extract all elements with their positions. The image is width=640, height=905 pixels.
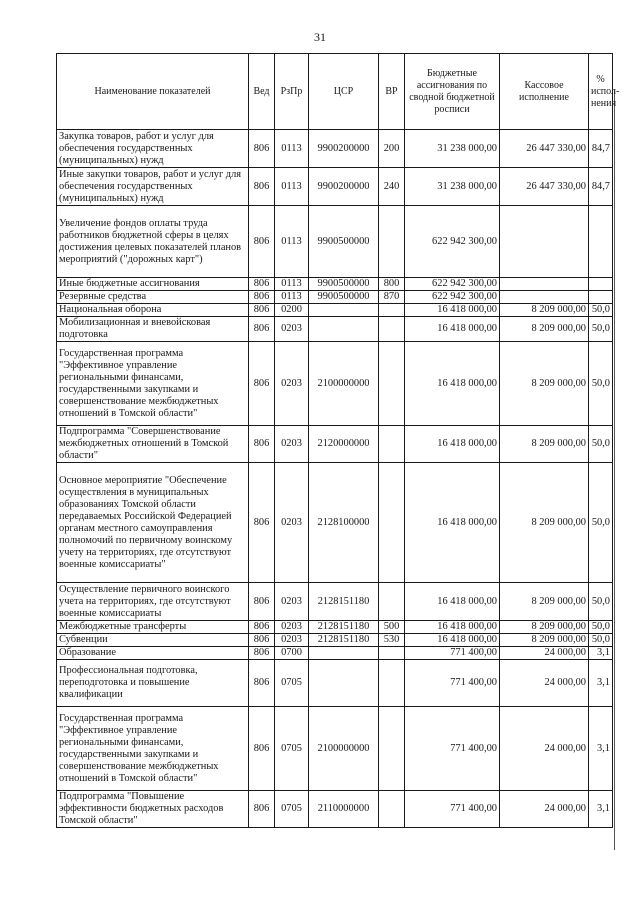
cell-budget: 16 418 000,00	[405, 342, 500, 426]
cell-vr	[379, 583, 405, 621]
cell-csr	[309, 660, 379, 707]
cell-cash: 24 000,00	[500, 791, 589, 828]
cell-name: Субвенции	[57, 634, 249, 647]
cell-budget: 31 238 000,00	[405, 168, 500, 206]
cell-pct: 50,0	[589, 583, 613, 621]
scan-edge-line	[614, 90, 615, 850]
cell-pct: 50,0	[589, 304, 613, 317]
table-row	[57, 317, 613, 342]
header-name: Наименование показателей	[57, 54, 249, 130]
cell-budget: 16 418 000,00	[405, 317, 500, 342]
cell-pct: 3,1	[589, 791, 613, 828]
table-row	[57, 707, 613, 791]
cell-cash: 8 209 000,00	[500, 463, 589, 583]
cell-vr: 200	[379, 130, 405, 168]
cell-vr	[379, 707, 405, 791]
cell-pct: 50,0	[589, 463, 613, 583]
cell-rzpr: 0700	[275, 647, 309, 660]
header-budget: Бюджетные ассигнования по сводной бюджетной росписи	[405, 54, 500, 130]
header-csr: ЦСР	[309, 54, 379, 130]
cell-csr: 9900200000	[309, 130, 379, 168]
table-row	[57, 583, 613, 621]
cell-csr	[309, 304, 379, 317]
cell-name: Национальная оборона	[57, 304, 249, 317]
cell-pct: 50,0	[589, 634, 613, 647]
page-number: 31	[314, 30, 326, 44]
cell-csr: 2128151180	[309, 583, 379, 621]
cell-csr: 9900500000	[309, 206, 379, 278]
cell-ved: 806	[249, 342, 275, 426]
cell-rzpr: 0113	[275, 130, 309, 168]
cell-csr: 2128151180	[309, 621, 379, 634]
cell-cash: 8 209 000,00	[500, 621, 589, 634]
cell-ved: 806	[249, 634, 275, 647]
cell-name: Межбюджетные трансферты	[57, 621, 249, 634]
cell-vr: 240	[379, 168, 405, 206]
header-rzpr: РзПр	[275, 54, 309, 130]
cell-budget: 16 418 000,00	[405, 304, 500, 317]
cell-pct	[589, 206, 613, 278]
cell-cash	[500, 291, 589, 304]
cell-cash: 8 209 000,00	[500, 634, 589, 647]
table-row	[57, 634, 613, 647]
cell-ved: 806	[249, 791, 275, 828]
table-row	[57, 291, 613, 304]
cell-ved: 806	[249, 206, 275, 278]
cell-pct: 50,0	[589, 426, 613, 463]
cell-csr: 2128151180	[309, 634, 379, 647]
cell-cash: 26 447 330,00	[500, 130, 589, 168]
cell-csr: 9900200000	[309, 168, 379, 206]
cell-name: Подпрограмма "Совершенствование межбюджетных отношений в Томской области"	[57, 426, 249, 463]
cell-name: Образование	[57, 647, 249, 660]
cell-rzpr: 0113	[275, 291, 309, 304]
cell-name: Профессиональная подготовка, переподготовка и повышение квалификации	[57, 660, 249, 707]
table-row	[57, 647, 613, 660]
cell-ved: 806	[249, 304, 275, 317]
cell-name: Увеличение фондов оплаты труда работников бюджетной сферы в целях достижения целевых показателей планов мероприятий ("дорожных карт")	[57, 206, 249, 278]
cell-budget: 31 238 000,00	[405, 130, 500, 168]
table-row	[57, 463, 613, 583]
table-row	[57, 130, 613, 168]
cell-budget: 16 418 000,00	[405, 583, 500, 621]
cell-ved: 806	[249, 317, 275, 342]
cell-rzpr: 0203	[275, 634, 309, 647]
cell-vr	[379, 426, 405, 463]
cell-ved: 806	[249, 583, 275, 621]
cell-csr: 2100000000	[309, 342, 379, 426]
cell-cash: 24 000,00	[500, 647, 589, 660]
cell-vr: 870	[379, 291, 405, 304]
cell-ved: 806	[249, 168, 275, 206]
table-row	[57, 206, 613, 278]
header-cash: Кассовое исполнение	[500, 54, 589, 130]
cell-rzpr: 0200	[275, 304, 309, 317]
cell-cash	[500, 278, 589, 291]
cell-rzpr: 0113	[275, 206, 309, 278]
cell-pct: 3,1	[589, 660, 613, 707]
table-row	[57, 791, 613, 828]
cell-vr: 500	[379, 621, 405, 634]
table-row	[57, 342, 613, 426]
budget-execution-table	[56, 53, 620, 828]
cell-vr: 800	[379, 278, 405, 291]
cell-cash: 24 000,00	[500, 707, 589, 791]
cell-name: Закупка товаров, работ и услуг для обеспечения государственных (муниципальных) нужд	[57, 130, 249, 168]
cell-rzpr: 0705	[275, 707, 309, 791]
cell-ved: 806	[249, 291, 275, 304]
cell-budget: 16 418 000,00	[405, 621, 500, 634]
header-pct: % испол- нения	[589, 54, 613, 130]
cell-vr: 530	[379, 634, 405, 647]
cell-csr: 2110000000	[309, 791, 379, 828]
cell-csr	[309, 647, 379, 660]
table-body	[57, 130, 613, 828]
cell-budget: 771 400,00	[405, 647, 500, 660]
table-row	[57, 621, 613, 634]
cell-rzpr: 0113	[275, 278, 309, 291]
cell-vr	[379, 342, 405, 426]
cell-pct: 50,0	[589, 317, 613, 342]
cell-csr: 2120000000	[309, 426, 379, 463]
header-ved: Вед	[249, 54, 275, 130]
table-row	[57, 304, 613, 317]
cell-ved: 806	[249, 426, 275, 463]
table-row	[57, 278, 613, 291]
cell-budget: 16 418 000,00	[405, 463, 500, 583]
cell-ved: 806	[249, 707, 275, 791]
cell-pct	[589, 278, 613, 291]
cell-csr: 2128100000	[309, 463, 379, 583]
cell-vr	[379, 304, 405, 317]
cell-csr	[309, 317, 379, 342]
cell-vr	[379, 660, 405, 707]
cell-pct: 50,0	[589, 621, 613, 634]
cell-pct	[589, 291, 613, 304]
cell-ved: 806	[249, 660, 275, 707]
cell-pct: 84,7	[589, 168, 613, 206]
cell-budget: 16 418 000,00	[405, 426, 500, 463]
cell-name: Основное мероприятие "Обеспечение осуществления в муниципальных образованиях Томской области передаваемых Российской Федерацией органам местного самоуправления полномочий по первичному воинскому учету на территориях, где отсутствуют военные комиссариаты"	[57, 463, 249, 583]
cell-vr	[379, 791, 405, 828]
cell-cash: 26 447 330,00	[500, 168, 589, 206]
cell-vr	[379, 206, 405, 278]
cell-csr: 2100000000	[309, 707, 379, 791]
cell-pct: 84,7	[589, 130, 613, 168]
cell-cash: 8 209 000,00	[500, 342, 589, 426]
cell-ved: 806	[249, 463, 275, 583]
cell-budget: 771 400,00	[405, 707, 500, 791]
cell-name: Иные закупки товаров, работ и услуг для обеспечения государственных (муниципальных) нужд	[57, 168, 249, 206]
cell-rzpr: 0113	[275, 168, 309, 206]
cell-rzpr: 0203	[275, 621, 309, 634]
cell-budget: 622 942 300,00	[405, 278, 500, 291]
cell-name: Осуществление первичного воинского учета на территориях, где отсутствуют военные комиссариаты	[57, 583, 249, 621]
cell-ved: 806	[249, 278, 275, 291]
cell-pct: 3,1	[589, 707, 613, 791]
cell-pct: 50,0	[589, 342, 613, 426]
cell-name: Резервные средства	[57, 291, 249, 304]
cell-cash: 8 209 000,00	[500, 304, 589, 317]
cell-rzpr: 0203	[275, 583, 309, 621]
cell-rzpr: 0705	[275, 791, 309, 828]
table-row	[57, 660, 613, 707]
table-row	[57, 426, 613, 463]
cell-name: Иные бюджетные ассигнования	[57, 278, 249, 291]
cell-pct: 3,1	[589, 647, 613, 660]
cell-vr	[379, 317, 405, 342]
cell-name: Государственная программа "Эффективное управление региональными финансами, государственными закупками и совершенствование межбюджетных отношений в Томской области"	[57, 342, 249, 426]
cell-cash	[500, 206, 589, 278]
cell-csr: 9900500000	[309, 291, 379, 304]
cell-rzpr: 0705	[275, 660, 309, 707]
cell-name: Подпрограмма "Повышение эффективности бюджетных расходов Томской области"	[57, 791, 249, 828]
cell-rzpr: 0203	[275, 317, 309, 342]
cell-cash: 24 000,00	[500, 660, 589, 707]
table-header-row	[57, 54, 613, 130]
cell-budget: 771 400,00	[405, 660, 500, 707]
cell-rzpr: 0203	[275, 342, 309, 426]
cell-cash: 8 209 000,00	[500, 583, 589, 621]
header-vr: ВР	[379, 54, 405, 130]
table-row	[57, 168, 613, 206]
cell-budget: 771 400,00	[405, 791, 500, 828]
cell-csr: 9900500000	[309, 278, 379, 291]
cell-ved: 806	[249, 647, 275, 660]
cell-budget: 622 942 300,00	[405, 206, 500, 278]
cell-budget: 16 418 000,00	[405, 634, 500, 647]
cell-name: Государственная программа "Эффективное управление региональными финансами, государственными закупками и совершенствование межбюджетных отношений в Томской области"	[57, 707, 249, 791]
cell-vr	[379, 647, 405, 660]
cell-rzpr: 0203	[275, 463, 309, 583]
cell-ved: 806	[249, 621, 275, 634]
cell-budget: 622 942 300,00	[405, 291, 500, 304]
cell-cash: 8 209 000,00	[500, 317, 589, 342]
cell-rzpr: 0203	[275, 426, 309, 463]
cell-cash: 8 209 000,00	[500, 426, 589, 463]
cell-name: Мобилизационная и вневойсковая подготовка	[57, 317, 249, 342]
cell-ved: 806	[249, 130, 275, 168]
cell-vr	[379, 463, 405, 583]
